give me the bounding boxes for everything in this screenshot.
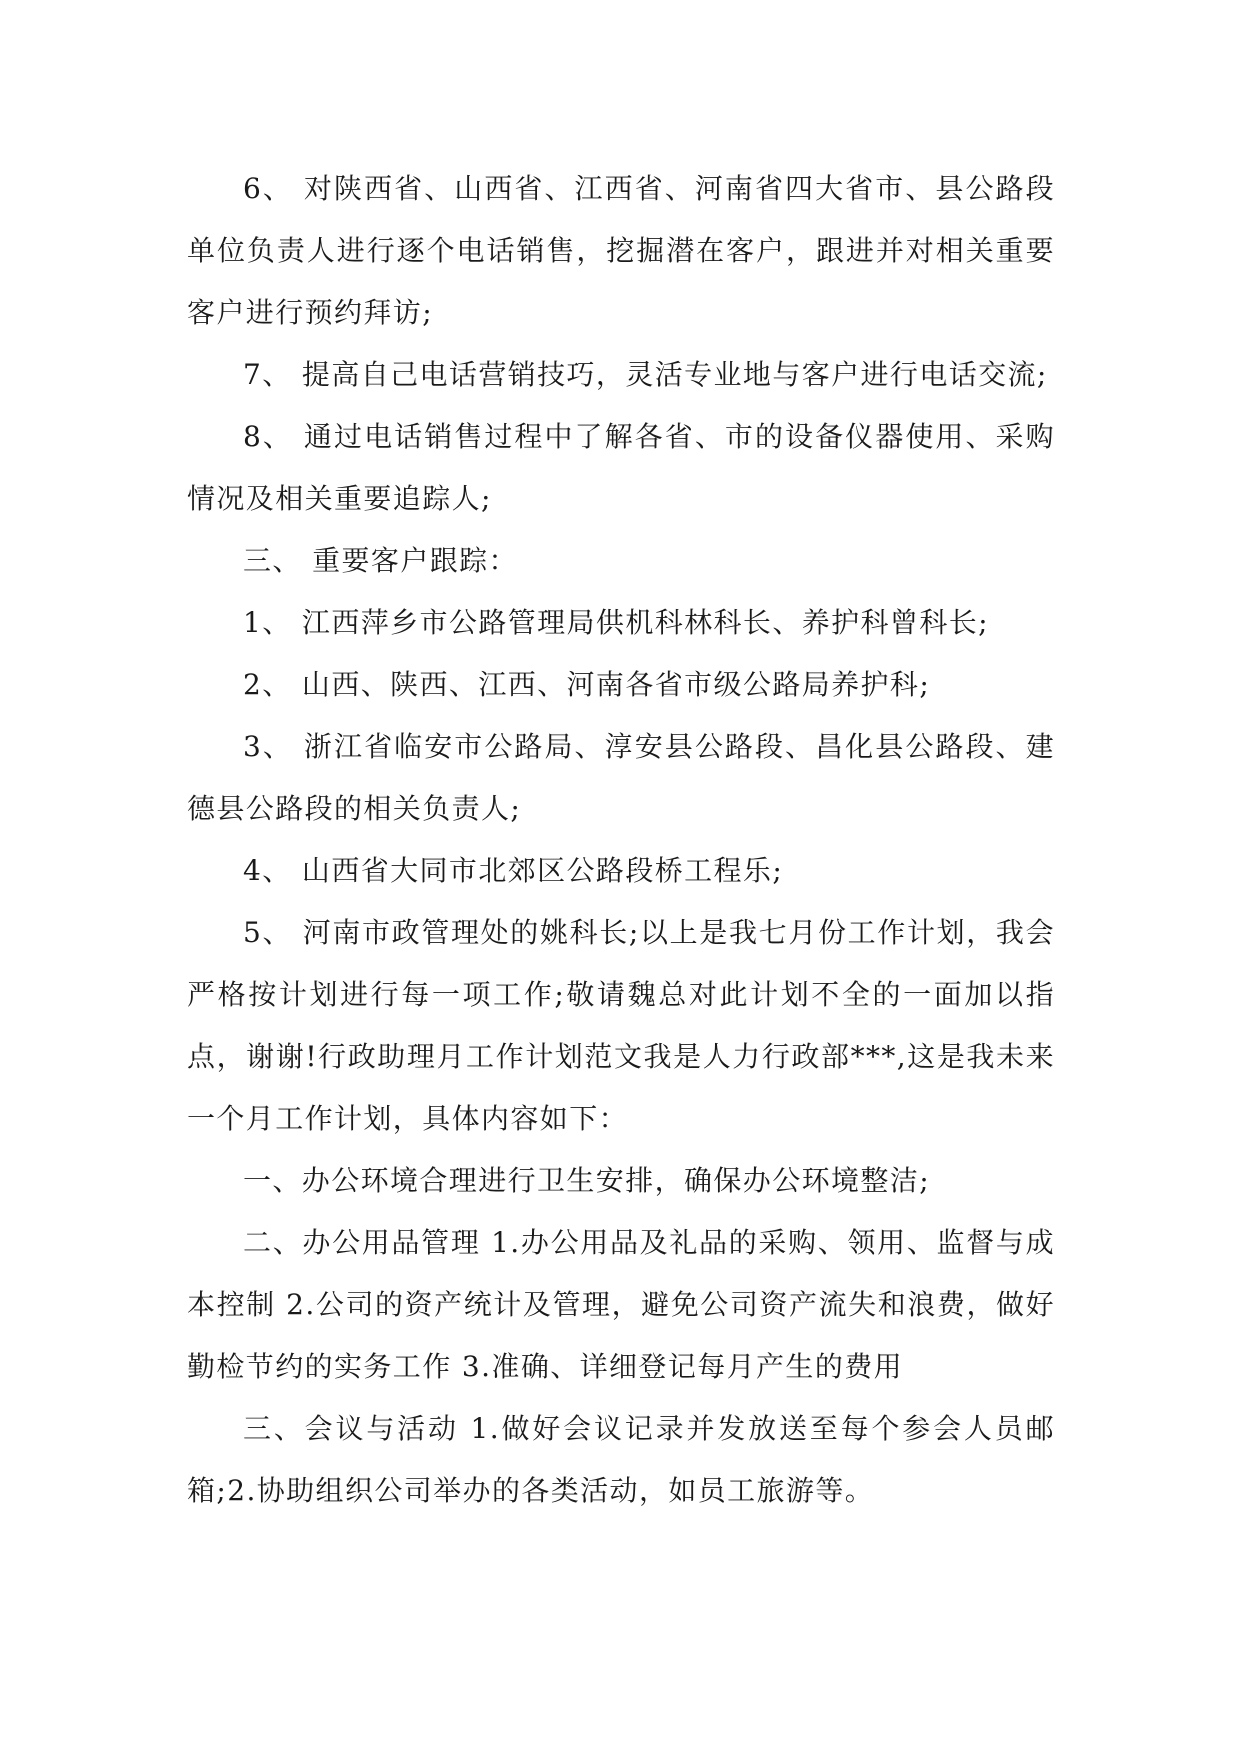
paragraph-item-6: 6、 对陕西省、山西省、江西省、河南省四大省市、县公路段单位负责人进行逐个电话销售，挖掘潜在客户，跟进并对相关重要客户进行预约拜访; [187, 172, 1055, 329]
section-heading-key-clients: 三、 重要客户跟踪： [243, 544, 518, 577]
plan-item-office-environment: 一、办公环境合理进行卫生安排，确保办公环境整洁; [243, 1164, 931, 1197]
client-item-4: 4、 山西省大同市北郊区公路段桥工程乐; [243, 854, 784, 887]
client-item-1: 1、 江西萍乡市公路管理局供机科林科长、养护科曾科长; [243, 606, 989, 639]
paragraph-item-7: 7、 提高自己电话营销技巧，灵活专业地与客户进行电话交流; [243, 358, 1048, 391]
client-item-2: 2、 山西、陕西、江西、河南各省市级公路局养护科; [243, 668, 931, 701]
client-item-5: 5、 河南市政管理处的姚科长;以上是我七月份工作计划，我会严格按计划进行每一项工作;敬请魏总对此计划不全的一面加以指点，谢谢!行政助理月工作计划范文我是人力行政部***,这是我未来一个月工作计划，具体内容如下： [187, 916, 1055, 1135]
plan-item-meetings-activities: 三、会议与活动 1.做好会议记录并发放送至每个参会人员邮箱;2.协助组织公司举办的各类活动，如员工旅游等。 [187, 1412, 1055, 1507]
paragraph-item-8: 8、 通过电话销售过程中了解各省、市的设备仪器使用、采购情况及相关重要追踪人; [187, 420, 1055, 515]
document-body [187, 158, 1055, 1522]
plan-item-office-supplies: 二、办公用品管理 1.办公用品及礼品的采购、领用、监督与成本控制 2.公司的资产统计及管理，避免公司资产流失和浪费，做好勤检节约的实务工作 3.准确、详细登记每月产生的费用 [187, 1226, 1055, 1383]
client-item-3: 3、 浙江省临安市公路局、淳安县公路段、昌化县公路段、建德县公路段的相关负责人; [187, 730, 1055, 825]
